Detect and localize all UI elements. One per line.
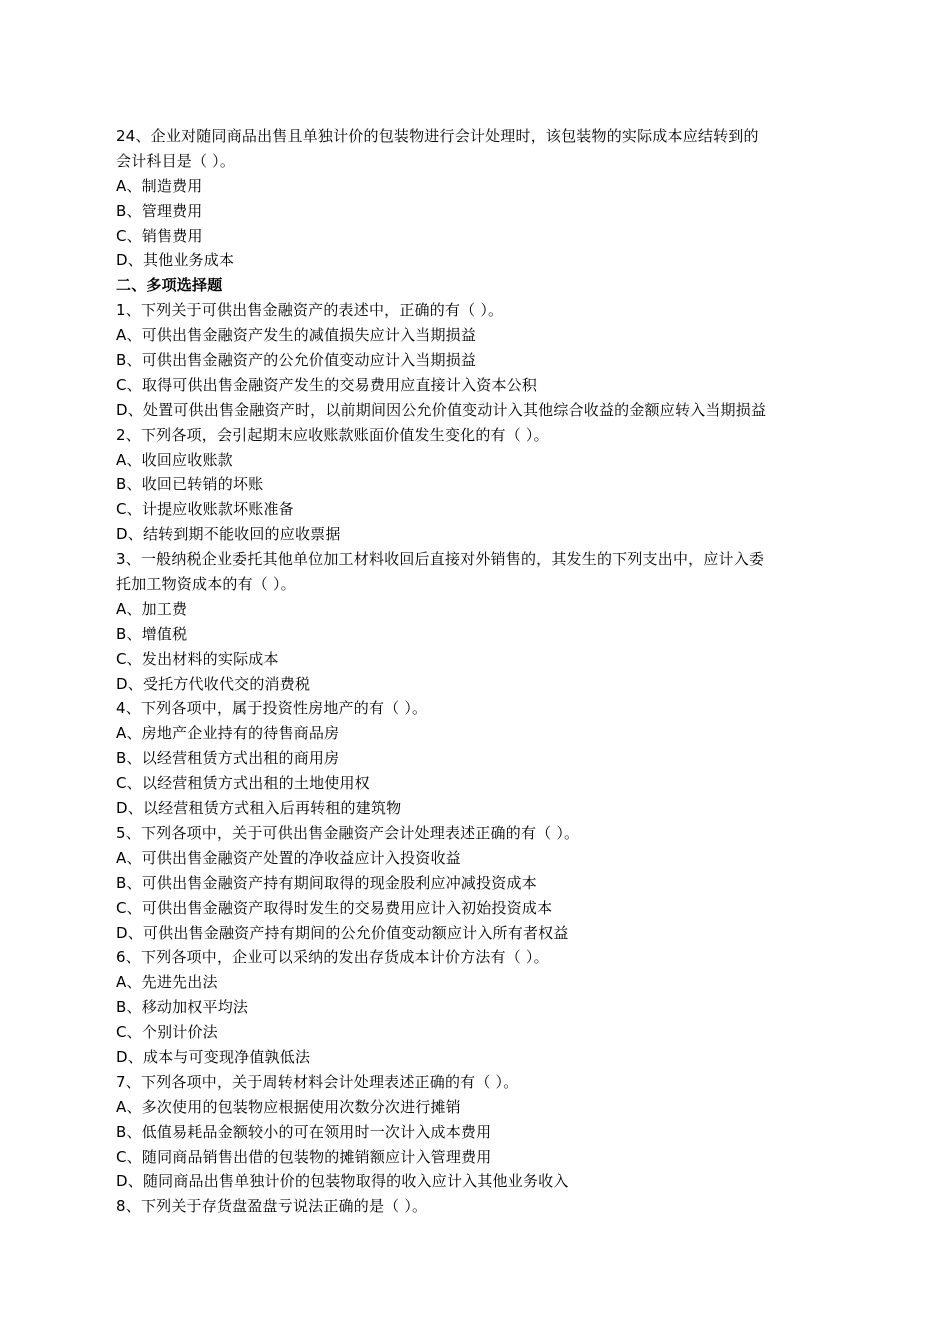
- answer-option: A、制造费用: [116, 176, 203, 195]
- answer-option: B、收回已转销的坏账: [116, 475, 264, 494]
- answer-option: D、以经营租赁方式租入后再转租的建筑物: [116, 799, 402, 818]
- answer-option: D、结转到期不能收回的应收票据: [116, 525, 341, 544]
- answer-option: D、成本与可变现净值孰低法: [116, 1047, 311, 1066]
- answer-option: B、低值易耗品金额较小的可在领用时一次计入成本费用: [116, 1122, 492, 1141]
- answer-option: A、加工费: [116, 599, 188, 618]
- answer-option: A、可供出售金融资产处置的净收益应计入投资收益: [116, 848, 461, 867]
- answer-option: A、房地产企业持有的待售商品房: [116, 724, 340, 743]
- question-text: 4、下列各项中，属于投资性房地产的有（ ）。: [116, 699, 428, 718]
- answer-option: B、以经营租赁方式出租的商用房: [116, 749, 340, 768]
- answer-option: A、可供出售金融资产发生的减值损失应计入当期损益: [116, 326, 477, 345]
- question-text: 24、企业对随同商品出售且单独计价的包装物进行会计处理时，该包装物的实际成本应结转到的: [116, 127, 759, 145]
- answer-option: B、可供出售金融资产持有期间取得的现金股利应冲减投资成本: [116, 873, 537, 892]
- answer-option: C、以经营租赁方式出租的土地使用权: [116, 774, 370, 793]
- answer-option: C、随同商品销售出借的包装物的摊销额应计入管理费用: [116, 1147, 492, 1166]
- answer-option: B、增值税: [116, 624, 188, 643]
- answer-option: D、其他业务成本: [116, 251, 235, 270]
- answer-option: B、移动加权平均法: [116, 998, 249, 1017]
- section-heading: 二、多项选择题: [116, 276, 223, 295]
- answer-option: D、可供出售金融资产持有期间的公允价值变动额应计入所有者权益: [116, 923, 569, 942]
- answer-option: D、随同商品出售单独计价的包装物取得的收入应计入其他业务收入: [116, 1172, 569, 1191]
- answer-option: C、个别计价法: [116, 1023, 218, 1042]
- question-text: 3、一般纳税企业委托其他单位加工材料收回后直接对外销售的，其发生的下列支出中，应计入委: [116, 550, 765, 569]
- answer-option: C、销售费用: [116, 226, 203, 245]
- question-text: 6、下列各项中，企业可以采纳的发出存货成本计价方法有（ ）。: [116, 948, 549, 967]
- answer-option: D、受托方代收代交的消费税: [116, 674, 311, 693]
- answer-option: A、多次使用的包装物应根据使用次数分次进行摊销: [116, 1097, 461, 1116]
- answer-option: D、处置可供出售金融资产时，以前期间因公允价值变动计入其他综合收益的金额应转入当期损益: [116, 400, 767, 419]
- answer-option: C、发出材料的实际成本: [116, 649, 279, 668]
- answer-option: B、可供出售金融资产的公允价值变动应计入当期损益: [116, 351, 477, 370]
- answer-option: C、可供出售金融资产取得时发生的交易费用应计入初始投资成本: [116, 898, 553, 917]
- document-body: [116, 124, 836, 1219]
- question-text: 托加工物资成本的有（ ）。: [116, 575, 296, 594]
- answer-option: A、收回应收账款: [116, 450, 233, 469]
- question-text: 1、下列关于可供出售金融资产的表述中，正确的有（ ）。: [116, 301, 504, 320]
- question-text: 2、下列各项，会引起期末应收账款账面价值发生变化的有（ ）。: [116, 425, 549, 444]
- answer-option: B、管理费用: [116, 201, 203, 220]
- answer-option: C、计提应收账款坏账准备: [116, 500, 294, 519]
- question-text: 5、下列各项中，关于可供出售金融资产会计处理表述正确的有（ ）。: [116, 823, 580, 842]
- answer-option: C、取得可供出售金融资产发生的交易费用应直接计入资本公积: [116, 375, 538, 394]
- answer-option: A、先进先出法: [116, 973, 218, 992]
- question-text: 8、下列关于存货盘盈盘亏说法正确的是（ ）。: [116, 1197, 428, 1216]
- question-text: 7、下列各项中，关于周转材料会计处理表述正确的有（ ）。: [116, 1072, 519, 1091]
- question-text: 会计科目是（ ）。: [116, 151, 236, 170]
